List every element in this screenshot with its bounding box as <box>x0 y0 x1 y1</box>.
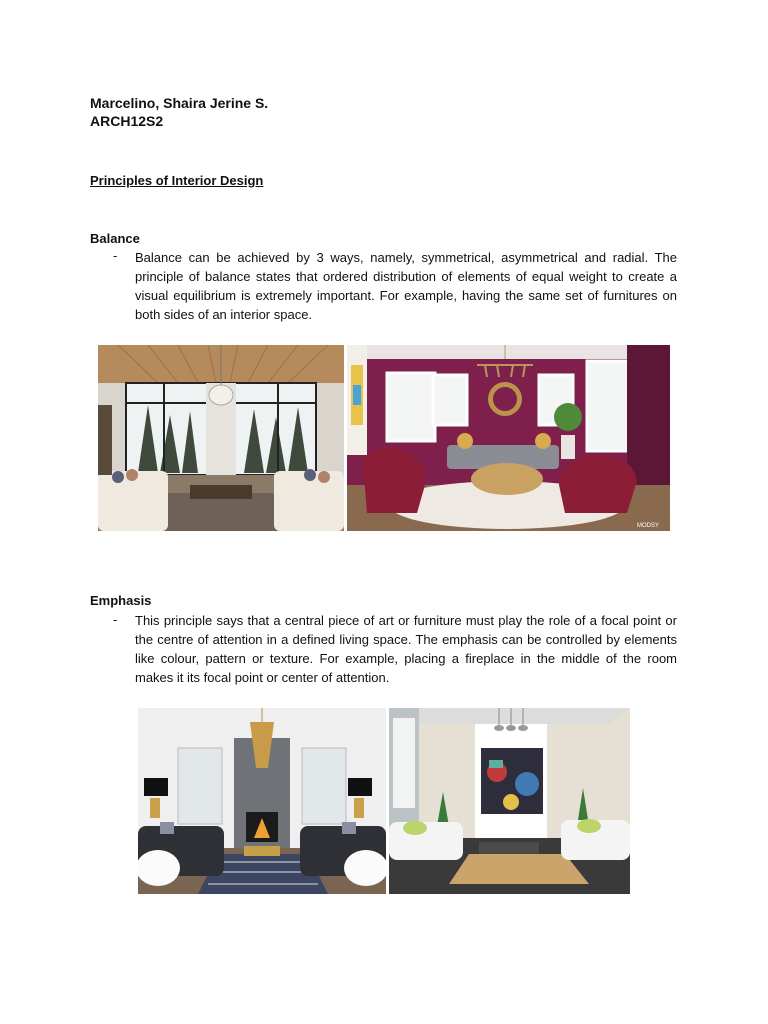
class-section: ARCH12S2 <box>90 113 164 129</box>
bullet-marker: - <box>113 612 118 627</box>
document-title: Principles of Interior Design <box>90 173 264 188</box>
magenta-living-room-photo <box>347 345 670 531</box>
bullet-marker: - <box>113 248 118 263</box>
art-focal-room-photo <box>389 708 630 894</box>
photo-watermark: MODSY <box>637 523 660 529</box>
section-heading-balance: Balance <box>90 231 140 246</box>
emphasis-paragraph: This principle says that a central piece of art or furniture must play the role of a focal point or the centre of attention in a defined living space. The emphasis can be controlled by elements like colour, pattern or texture. For example, placing a fireplace in the middle of the room makes it its focal point or center of attention. <box>135 613 677 685</box>
symmetrical-living-room-photo <box>98 345 344 531</box>
author-name: Marcelino, Shaira Jerine S. <box>90 95 269 111</box>
fireplace-living-room-photo <box>138 708 386 894</box>
author-block <box>90 94 268 130</box>
section-heading-emphasis: Emphasis <box>90 593 152 608</box>
balance-paragraph: Balance can be achieved by 3 ways, namely, symmetrical, asymmetrical and radial. The principle of balance states that ordered distribution of elements of equal weight to create a visual equilibrium is extremely important. For example, having the same set of furnitures on both sides of an interior space. <box>135 250 677 322</box>
